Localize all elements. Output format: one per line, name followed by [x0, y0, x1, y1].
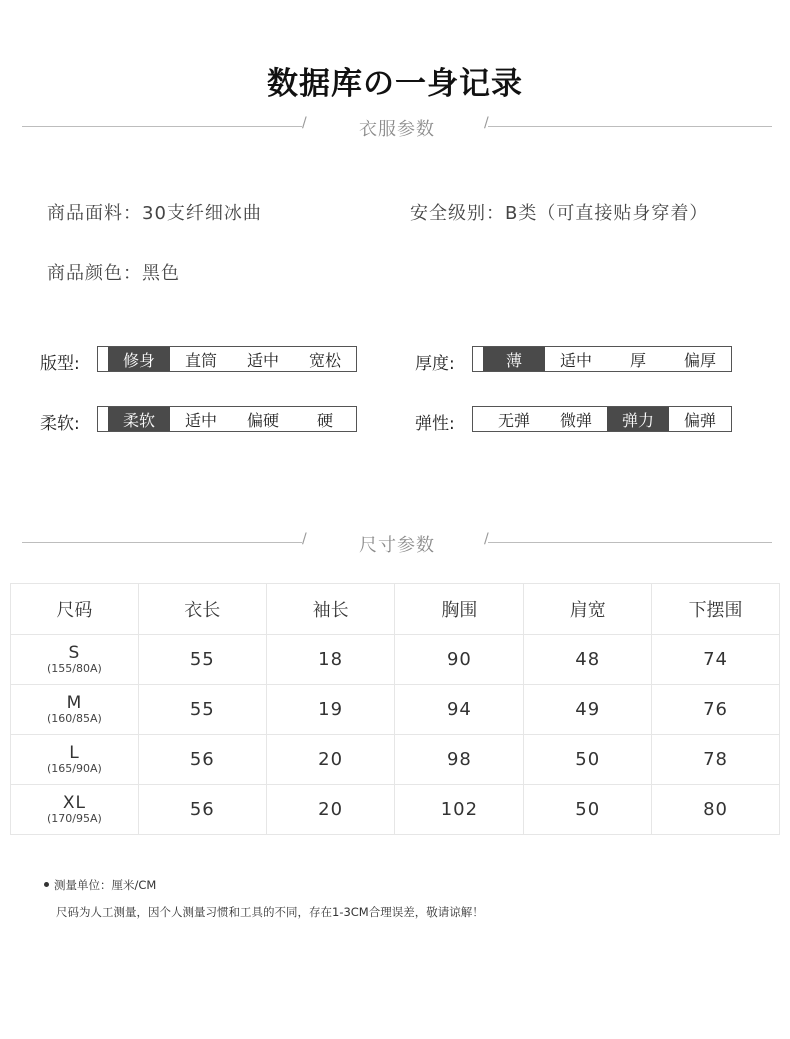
divider-slash: / — [302, 115, 307, 131]
size-cell — [11, 735, 139, 785]
scale-option: 宽松 — [308, 350, 341, 370]
fit-label: 版型: — [40, 354, 80, 374]
divider-slash: / — [302, 531, 307, 547]
section-heading-size — [22, 531, 772, 556]
scale-option: 偏硬 — [246, 410, 279, 430]
table-row — [11, 685, 780, 735]
table-cell: 55 — [138, 685, 266, 735]
section-heading-label: 衣服参数 — [359, 119, 435, 140]
table-cell: 18 — [266, 635, 395, 685]
table-cell: 78 — [652, 735, 780, 785]
table-cell: 50 — [524, 785, 652, 835]
table-cell: 98 — [395, 735, 524, 785]
scale-option: 适中 — [246, 350, 279, 370]
elasticity-label: 弹性: — [415, 414, 455, 434]
bullet-icon — [44, 882, 49, 887]
column-header: 下摆围 — [652, 584, 780, 635]
table-cell: 48 — [524, 635, 652, 685]
color-info: 商品颜色：黑色 — [47, 263, 180, 284]
table-cell: 94 — [395, 685, 524, 735]
table-cell: 90 — [395, 635, 524, 685]
table-cell: 55 — [138, 635, 266, 685]
table-row — [11, 635, 780, 685]
thickness-scale — [472, 346, 732, 372]
table-cell: 74 — [652, 635, 780, 685]
scale-option: 偏弹 — [683, 410, 716, 430]
table-cell: 80 — [652, 785, 780, 835]
divider-slash: / — [484, 115, 489, 131]
scale-option: 偏厚 — [683, 350, 716, 370]
scale-option: 弹力 — [607, 407, 669, 431]
divider-line — [488, 542, 772, 543]
scale-option: 适中 — [559, 350, 592, 370]
elasticity-scale — [472, 406, 732, 432]
table-row — [11, 785, 780, 835]
scale-option: 无弹 — [497, 410, 530, 430]
table-cell: 50 — [524, 735, 652, 785]
unit-note — [44, 877, 156, 893]
disclaimer-note: 尺码为人工测量，因个人测量习惯和工具的不同，存在1-3CM合理误差，敬请谅解！ — [56, 905, 484, 919]
softness-label: 柔软: — [40, 414, 80, 434]
size-spec: (160/85A) — [47, 711, 102, 725]
column-header: 胸围 — [395, 584, 524, 635]
table-cell: 76 — [652, 685, 780, 735]
size-spec: (155/80A) — [47, 661, 102, 675]
size-name: L — [69, 742, 80, 763]
size-cell — [11, 785, 139, 835]
table-cell: 20 — [266, 735, 395, 785]
size-cell — [11, 685, 139, 735]
scale-option: 硬 — [316, 410, 333, 430]
size-spec: (165/90A) — [47, 761, 102, 775]
scale-option: 薄 — [483, 347, 545, 371]
column-header: 尺码 — [11, 584, 139, 635]
scale-option: 修身 — [108, 347, 170, 371]
fabric-info: 商品面料：30支纤细冰曲 — [47, 203, 262, 224]
section-heading-label: 尺寸参数 — [359, 535, 435, 556]
scale-option: 直筒 — [184, 350, 217, 370]
size-name: XL — [62, 792, 86, 813]
divider-line — [488, 126, 772, 127]
scale-option: 微弹 — [559, 410, 592, 430]
section-heading-clothing — [22, 115, 772, 140]
size-spec: (170/95A) — [47, 811, 102, 825]
unit-note-text: 测量单位：厘米/CM — [54, 878, 157, 892]
column-header: 袖长 — [266, 584, 395, 635]
table-header-row — [11, 584, 780, 635]
safety-info: 安全级别：B类（可直接贴身穿着） — [410, 203, 709, 224]
divider-slash: / — [484, 531, 489, 547]
fit-scale — [97, 346, 357, 372]
scale-option: 柔软 — [108, 407, 170, 431]
table-cell: 49 — [524, 685, 652, 735]
column-header: 衣长 — [138, 584, 266, 635]
table-cell: 56 — [138, 785, 266, 835]
column-header: 肩宽 — [524, 584, 652, 635]
table-cell: 56 — [138, 735, 266, 785]
scale-option: 厚 — [629, 350, 646, 370]
size-name: M — [66, 692, 83, 713]
table-cell: 102 — [395, 785, 524, 835]
softness-scale — [97, 406, 357, 432]
page-title: 数据库の一身记录 — [267, 66, 523, 102]
thickness-label: 厚度: — [415, 354, 455, 374]
size-table — [10, 583, 780, 835]
size-name: S — [68, 642, 81, 663]
table-row — [11, 735, 780, 785]
table-cell: 19 — [266, 685, 395, 735]
table-cell: 20 — [266, 785, 395, 835]
size-cell — [11, 635, 139, 685]
scale-option: 适中 — [184, 410, 217, 430]
